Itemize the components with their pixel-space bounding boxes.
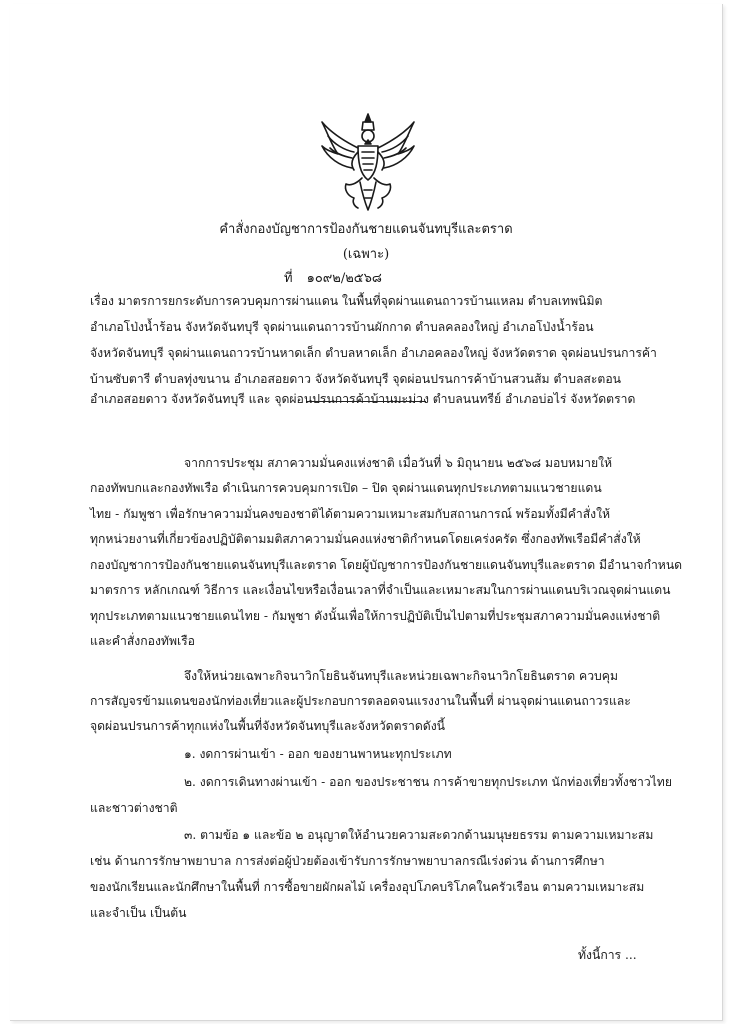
body-line: กองทัพบกและกองทัพเรือ ดำเนินการควบคุมการเปิด – ปิด จุดผ่านแดนทุกประเภทตามแนวชายแดน: [90, 481, 602, 495]
list-item: ๑. งดการผ่านเข้า - ออก ของยานพาหนะทุกประเภท: [184, 747, 452, 761]
list-item-continuation: ของนักเรียนและนักศึกษาในพื้นที่ การซื้อขายผักผลไม้ เครื่องอุปโภคบริโภคในครัวเรือน ตามความเหมาะสม: [90, 880, 645, 894]
list-item-continuation: และชาวต่างชาติ: [90, 801, 178, 815]
separator-line: [306, 401, 426, 402]
list-item: ๓. ตามข้อ ๑ และข้อ ๒ อนุญาตให้อำนวยความสะดวกด้านมนุษยธรรม ตามความเหมาะสม: [184, 828, 654, 842]
order-title: คำสั่งกองบัญชาการป้องกันชายแดนจันทบุรีและตราด: [219, 222, 513, 237]
body-line: ไทย - กัมพูชา เพื่อรักษาความมั่นคงของชาติได้ตามความเหมาะสมกับสถานการณ์ พร้อมทั้งมีคำสั่งให้: [90, 507, 611, 521]
subject-line: อำเภอโป่งน้ำร้อน จังหวัดจันทบุรี จุดผ่านแดนถาวรบ้านผักกาด ตำบลคลองใหญ่ อำเภอโป่งน้ำร้อน: [90, 320, 594, 334]
body-line: และคำสั่งกองทัพเรือ: [90, 634, 196, 648]
body-line: จากการประชุม สภาความมั่นคงแห่งชาติ เมื่อวันที่ ๖ มิถุนายน ๒๕๖๘ มอบหมายให้: [184, 456, 613, 470]
list-item-continuation: เช่น ด้านการรักษาพยาบาล การส่งต่อผู้ป่วยต้องเข้ารับการรักษาพยาบาลกรณีเร่งด่วน ด้านการศึกษา: [90, 854, 605, 868]
order-subtitle: (เฉพาะ): [342, 247, 390, 262]
body-line: การสัญจรข้ามแดนของนักท่องเที่ยวและผู้ประกอบการตลอดจนแรงงานในพื้นที่ ผ่านจุดผ่านแดนถาวรและ: [90, 694, 631, 708]
body-line: ทุกหน่วยงานที่เกี่ยวข้องปฏิบัติตามมติสภาความมั่นคงแห่งชาติกำหนดโดยเคร่งครัด ซึ่งกองทัพเรือมีคำสั่งให้: [90, 532, 641, 546]
list-item: ๒. งดการเดินทางผ่านเข้า - ออก ของประชาชน การค้าขายทุกประเภท นักท่องเที่ยวทั้งชาวไทย: [184, 775, 672, 789]
order-number-label: ที่: [284, 271, 293, 286]
body-line: กองบัญชาการป้องกันชายแดนจันทบุรีและตราด โดยผู้บัญชาการป้องกันชายแดนจันทบุรีและตราด มีอำนาจกำหนด: [90, 558, 683, 572]
body-line: มาตรการ หลักเกณฑ์ วิธีการ และเงื่อนไขหรือเงื่อนเวลาที่จำเป็นและเหมาะสมในการผ่านแดนบริเวณจุดผ่านแดน: [90, 583, 671, 597]
order-number-line: [284, 270, 382, 288]
subject-line: บ้านซับตารี ตำบลทุ่งขนาน อำเภอสอยดาว จังหวัดจันทบุรี จุดผ่อนปรนการค้าบ้านสวนส้ม ตำบลสะตอน: [90, 372, 621, 386]
body-line: ทุกประเภทตามแนวชายแดนไทย - กัมพูชา ดังนั้นเพื่อให้การปฏิบัติเป็นไปตามที่ประชุมสภาความมั่นคงแห่งชาติ: [90, 609, 661, 623]
garuda-emblem-icon: [318, 112, 418, 214]
continuation-note: ทั้งนี้การ ...: [578, 948, 637, 962]
subject-line: เรื่อง มาตรการยกระดับการควบคุมการผ่านแดน ในพื้นที่จุดผ่านแดนถาวรบ้านแหลม ตำบลเทพนิมิต: [90, 294, 603, 308]
body-line: จึงให้หน่วยเฉพาะกิจนาวิกโยธินจันทบุรีและหน่วยเฉพาะกิจนาวิกโยธินตราด ควบคุม: [184, 669, 618, 683]
subject-line: อำเภอสอยดาว จังหวัดจันทบุรี และ จุดผ่อนปรนการค้าบ้านมะม่วง ตำบลนนทรีย์ อำเภอบ่อไร่ จังหวัดตราด: [90, 392, 636, 406]
body-line: จุดผ่อนปรนการค้าทุกแห่งในพื้นที่จังหวัดจันทบุรีและจังหวัดตราดดังนี้: [90, 719, 446, 733]
order-number: ๑๐๙๒/๒๕๖๘: [306, 271, 382, 286]
subject-line: จังหวัดจันทบุรี จุดผ่านแดนถาวรบ้านหาดเล็ก ตำบลหาดเล็ก อำเภอคลองใหญ่ จังหวัดตราด จุดผ่อนปรนการค้า: [90, 346, 657, 360]
list-item-continuation: และจำเป็น เป็นต้น: [90, 906, 187, 920]
